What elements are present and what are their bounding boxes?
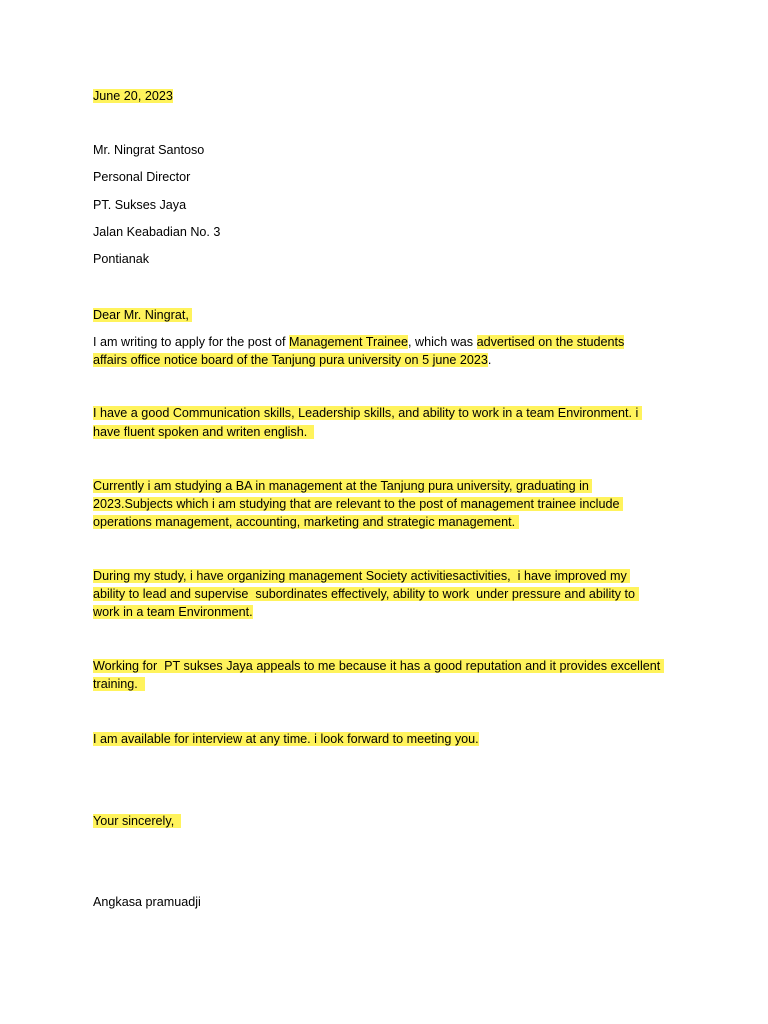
paragraph-5-line-2 bbox=[93, 675, 145, 693]
recipient-company: PT. Sukses Jaya bbox=[93, 198, 187, 212]
closing-line bbox=[93, 812, 181, 830]
p6: I am available for interview at any time. i look forward to meeting you. bbox=[93, 732, 479, 746]
letter-date: June 20, 2023 bbox=[93, 89, 173, 103]
p1-date: 5 june 2023 bbox=[422, 353, 488, 367]
paragraph-3-line-1 bbox=[93, 477, 592, 495]
salutation-line bbox=[93, 306, 192, 324]
p3-l1: Currently i am studying a BA in management at the Tanjung pura university, graduating in bbox=[93, 479, 593, 493]
letter-date-line bbox=[93, 87, 173, 105]
paragraph-1-line-1 bbox=[93, 333, 624, 351]
recipient-city: Pontianak bbox=[93, 252, 150, 266]
p5-l2: training. bbox=[93, 677, 145, 691]
p2-l2: have fluent spoken and writen english. bbox=[93, 425, 315, 439]
p5-l1: Working for PT sukses Jaya appeals to me because it has a good reputation and it provides excellent bbox=[93, 659, 664, 673]
paragraph-2-line-1 bbox=[93, 404, 642, 422]
recipient-name: Mr. Ningrat Santoso bbox=[93, 143, 205, 157]
paragraph-3-line-3 bbox=[93, 513, 519, 531]
paragraph-5-line-1 bbox=[93, 657, 664, 675]
signature-name: Angkasa pramuadji bbox=[93, 895, 201, 909]
salutation: Dear Mr. Ningrat, bbox=[93, 308, 193, 322]
p1-l1-c: , which was bbox=[408, 335, 477, 349]
p1-l2-c: . bbox=[487, 353, 492, 367]
paragraph-1-line-2 bbox=[93, 351, 491, 369]
p3-l3: operations management, accounting, marketing and strategic management. bbox=[93, 515, 519, 529]
paragraph-3-line-2 bbox=[93, 495, 623, 513]
p1-l2-a: affairs office notice board of the Tanjung pura university on bbox=[93, 353, 423, 367]
paragraph-4-line-3 bbox=[93, 603, 253, 621]
p4-l2: ability to lead and supervise subordinates effectively, ability to work under pressure and ability to bbox=[93, 587, 639, 601]
paragraph-4-line-1 bbox=[93, 567, 630, 585]
closing: Your sincerely, bbox=[93, 814, 182, 828]
paragraph-4-line-2 bbox=[93, 585, 639, 603]
p1-position: Management Trainee bbox=[289, 335, 409, 349]
recipient-street: Jalan Keabadian No. 3 bbox=[93, 225, 221, 239]
recipient-title: Personal Director bbox=[93, 170, 191, 184]
p4-l3: work in a team Environment. bbox=[93, 605, 253, 619]
p1-l1-a: I am writing to apply for the post of bbox=[93, 335, 289, 349]
p3-l2: 2023.Subjects which i am studying that are relevant to the post of management trainee include bbox=[93, 497, 623, 511]
p1-l1-d: advertised on the students bbox=[476, 335, 625, 349]
p4-l1: During my study, i have organizing management Society activitiesactivities, i have improved my bbox=[93, 569, 631, 583]
paragraph-6-line bbox=[93, 730, 479, 748]
paragraph-2-line-2 bbox=[93, 423, 314, 441]
p2-l1: I have a good Communication skills, Leadership skills, and ability to work in a team Environment. i bbox=[93, 406, 642, 420]
